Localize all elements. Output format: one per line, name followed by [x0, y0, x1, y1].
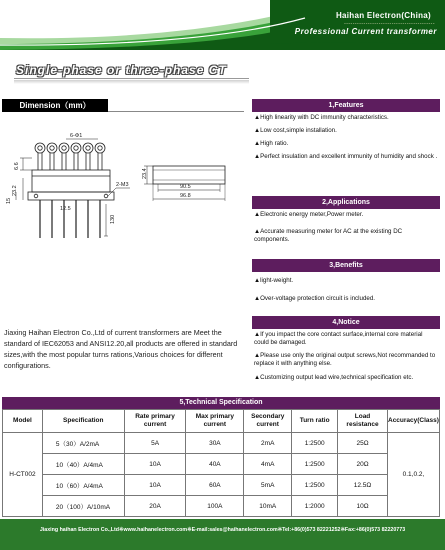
section-heading: 2,Applications	[252, 196, 440, 209]
secondary-cell: 4mA	[244, 454, 292, 475]
header-tagline: Professional Current transformer	[294, 27, 437, 36]
spec-header-row	[3, 410, 440, 433]
spec-cell: 10（40）A/4mA	[42, 454, 124, 475]
section-item: ▲Customizing output lead wire,technical specification etc.	[254, 374, 414, 381]
section-applications	[252, 196, 440, 259]
col-max-primary: Max primary current	[186, 410, 244, 433]
col-turn-ratio: Turn ratio	[292, 410, 338, 433]
pin-circles	[35, 143, 105, 153]
load-cell: 10Ω	[338, 496, 388, 517]
table-row	[3, 496, 440, 517]
header-banner	[0, 0, 445, 50]
spec-heading: 5,Technical Specification	[2, 397, 440, 409]
section-item: ▲High ratio.	[254, 140, 289, 147]
section-item: ▲Electronic energy meter,Power meter.	[254, 211, 364, 218]
section-item: ▲Low cost,simple installation.	[254, 127, 337, 134]
spec-cell: 10（60）A/4mA	[42, 475, 124, 496]
table-row	[3, 475, 440, 496]
secondary-cell: 5mA	[244, 475, 292, 496]
rate-cell: 10A	[124, 454, 186, 475]
col-accuracy: Accuracy(Class)	[387, 410, 439, 433]
ratio-cell: 1:2500	[292, 454, 338, 475]
max-cell: 40A	[186, 454, 244, 475]
pins-label: 6-Φ1	[70, 133, 83, 139]
section-item: ▲Perfect insulation and excellent immunity of humidity and shock .	[254, 153, 438, 160]
col-specification: Specification	[42, 410, 124, 433]
footer-contact: Jiaxing haihan Electron Co.,Ltd※www.haihanelectron.com※E-mail:sales@haihanelectron.com※Tel:+86(0)573 82221252※Fax:+86(0)573 82220773	[39, 527, 406, 533]
dimension-heading: Dimension（mm）	[2, 99, 108, 112]
col-load-resistance: Load resistance	[338, 410, 388, 433]
section-item: ▲High linearity with DC immunity characteristics.	[254, 114, 389, 121]
rate-cell: 5A	[124, 433, 186, 454]
section-item: ▲If you impact the core contact surface,internal core material could be damaged.	[254, 331, 423, 346]
secondary-cell: 2mA	[244, 433, 292, 454]
section-notice	[252, 316, 440, 403]
dim-m3: 2-M3	[116, 182, 129, 188]
rate-cell: 10A	[124, 475, 186, 496]
dimension-drawing	[8, 120, 244, 325]
ratio-cell: 1:2500	[292, 433, 338, 454]
section-features	[252, 99, 440, 196]
max-cell: 60A	[186, 475, 244, 496]
col-secondary: Secondary current	[244, 410, 292, 433]
col-model: Model	[3, 410, 43, 433]
header-company-name: Haihan Electron(China)	[335, 11, 431, 20]
spec-table	[2, 409, 440, 517]
dim-23-2: 23.2	[12, 185, 18, 196]
subtitle-rule	[14, 78, 249, 79]
accuracy-cell: 0.1,0.2,	[387, 433, 439, 517]
ratio-cell: 1:2500	[292, 475, 338, 496]
section-heading: 4,Notice	[252, 316, 440, 329]
table-row	[3, 433, 440, 454]
max-cell: 100A	[186, 496, 244, 517]
load-cell: 12.5Ω	[338, 475, 388, 496]
col-rate-primary: Rate primary current	[124, 410, 186, 433]
section-item: ▲Accurate measuring meter for AC at the existing DC components.	[254, 228, 403, 243]
dim-23-4: 23.4	[142, 168, 148, 179]
spec-cell: 20（100）A/10mA	[42, 496, 124, 517]
dim-12-5: 12.5	[60, 206, 71, 212]
section-heading: 3,Benefits	[252, 259, 440, 272]
section-heading: 1,Features	[252, 99, 440, 112]
max-cell: 30A	[186, 433, 244, 454]
section-benefits	[252, 259, 440, 316]
sections-column	[252, 99, 440, 403]
table-row	[3, 454, 440, 475]
dim-90-5: 90.5	[180, 184, 191, 190]
section-item: ▲Over-voltage protection circuit is included.	[254, 295, 375, 302]
model-cell: H-CT002	[3, 433, 43, 517]
dim-130: 130	[110, 214, 116, 224]
section-item: ▲Please use only the original output screws,Not recommanded to replace it with anything else.	[254, 352, 436, 367]
load-cell: 25Ω	[338, 433, 388, 454]
spec-cell: 5（30）A/2mA	[42, 433, 124, 454]
company-description: Jiaxing Haihan Electron Co.,Ltd of current transformers are Meet the standard of IEC62053 and ANSI12.20,all products are offered in standard sizes,with the most popular turns rations,Various choices for different configurations.	[4, 328, 238, 370]
header-divider: ------------------------------------------	[344, 21, 435, 27]
rate-cell: 20A	[124, 496, 186, 517]
page-subtitle: Single-phase or three-phase CT	[16, 63, 227, 77]
footer-bar	[0, 519, 445, 550]
secondary-cell: 10mA	[244, 496, 292, 517]
ratio-cell: 1:2000	[292, 496, 338, 517]
subtitle-shadow	[14, 80, 249, 84]
dim-6-6: 6.6	[14, 162, 20, 170]
section-item: ▲light-weight.	[254, 277, 294, 284]
dim-96-8: 96.8	[180, 193, 191, 199]
dimension-rule	[108, 111, 244, 112]
dim-15: 15	[6, 197, 12, 204]
load-cell: 20Ω	[338, 454, 388, 475]
